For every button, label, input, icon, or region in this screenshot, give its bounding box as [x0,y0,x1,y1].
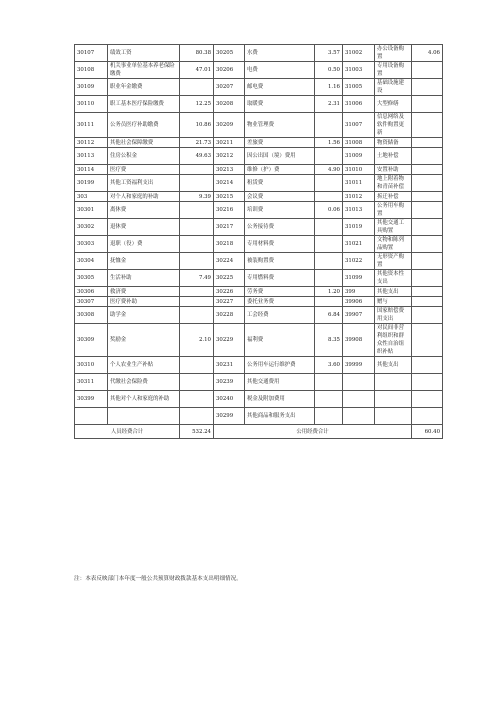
cell-name-3: 信息网络及软件购置更新 [375,113,412,138]
cell-code-3: 31013 [343,202,375,219]
cell-code-1: 30304 [75,253,108,270]
cell-name-2: 培训费 [245,202,315,219]
cell-value-1 [180,219,214,236]
table-row [75,287,443,297]
table-row [75,138,443,148]
cell-name-2: 工会经费 [245,307,315,324]
table-row [75,113,443,138]
cell-name-2: 电费 [245,62,315,79]
public-total-value: 60.40 [412,425,443,439]
cell-name-1: 住房公积金 [108,148,180,165]
cell-code-1: 30114 [75,165,108,175]
cell-name-3: 其他交通工具购置 [375,219,412,236]
table-row [75,175,443,192]
cell-code-2: 30214 [214,175,245,192]
cell-name-1: 公务员医疗补助缴费 [108,113,180,138]
cell-value-3 [412,374,443,391]
cell-value-1 [180,165,214,175]
table-row [75,165,443,175]
cell-code-2: 30207 [214,79,245,96]
cell-value-3 [412,297,443,307]
cell-value-3 [412,324,443,357]
cell-code-2: 30209 [214,113,245,138]
table-row [75,96,443,113]
cell-code-3: 31021 [343,236,375,253]
cell-name-1: 救济费 [108,287,180,297]
cell-code-3 [343,408,375,425]
cell-name-1: 医疗费补助 [108,297,180,307]
personnel-total-value: 532.24 [180,425,214,439]
cell-value-2 [315,374,343,391]
cell-code-3: 39908 [343,324,375,357]
cell-value-2 [315,408,343,425]
cell-code-2: 30299 [214,408,245,425]
cell-name-1: 职业年金缴费 [108,79,180,96]
cell-code-3: 31012 [343,192,375,202]
cell-name-1: 生活补助 [108,270,180,287]
cell-name-2: 其他商品和服务支出 [245,408,315,425]
cell-value-3 [412,165,443,175]
cell-code-3: 31008 [343,138,375,148]
cell-value-2 [315,297,343,307]
cell-name-1: 其他社会保障缴费 [108,138,180,148]
cell-name-2: 被装购置费 [245,253,315,270]
cell-name-1: 其他对个人和家庭的补助 [108,391,180,408]
cell-name-2: 其他交通费用 [245,374,315,391]
cell-value-2: 3.57 [315,45,343,62]
cell-code-1: 30302 [75,219,108,236]
cell-value-2: 1.16 [315,79,343,96]
cell-name-1: 职工基本医疗保险缴费 [108,96,180,113]
cell-name-3: 办公设备购置 [375,45,412,62]
cell-code-1: 30310 [75,357,108,374]
cell-code-1: 30301 [75,202,108,219]
cell-value-1 [180,307,214,324]
cell-value-3 [412,138,443,148]
cell-value-1: 10.86 [180,113,214,138]
table-row [75,148,443,165]
cell-value-2: 0.50 [315,62,343,79]
cell-code-3: 31022 [343,253,375,270]
cell-value-1 [180,374,214,391]
cell-name-3: 土地补偿 [375,148,412,165]
cell-value-2: 1.56 [315,138,343,148]
cell-code-1: 30303 [75,236,108,253]
cell-name-3 [375,374,412,391]
cell-value-3 [412,192,443,202]
cell-value-1 [180,357,214,374]
cell-name-1: 医疗费 [108,165,180,175]
cell-name-3: 公务用车购置 [375,202,412,219]
table-row [75,374,443,391]
cell-value-2 [315,175,343,192]
cell-name-3: 大型修缮 [375,96,412,113]
cell-value-1: 12.25 [180,96,214,113]
cell-value-2 [315,391,343,408]
cell-name-3: 其他支出 [375,357,412,374]
table-row [75,202,443,219]
cell-code-2: 30205 [214,45,245,62]
cell-name-1: 助学金 [108,307,180,324]
cell-value-3 [412,391,443,408]
cell-code-1: 30107 [75,45,108,62]
cell-value-1 [180,408,214,425]
cell-value-2: 2.31 [315,96,343,113]
cell-value-2: 3.60 [315,357,343,374]
cell-code-1: 30113 [75,148,108,165]
cell-value-1: 47.01 [180,62,214,79]
cell-code-3: 31019 [343,219,375,236]
cell-code-2: 30225 [214,270,245,287]
cell-code-2: 30231 [214,357,245,374]
cell-code-2: 30212 [214,148,245,165]
cell-code-2: 30211 [214,138,245,148]
cell-value-1 [180,253,214,270]
cell-code-3 [343,391,375,408]
cell-name-2: 邮电费 [245,79,315,96]
cell-name-2: 租赁费 [245,175,315,192]
cell-code-1: 30110 [75,96,108,113]
cell-value-1 [180,202,214,219]
cell-name-2: 劳务费 [245,287,315,297]
table-row [75,357,443,374]
cell-code-3: 31007 [343,113,375,138]
cell-name-1: 机关事业单位基本养老保险缴费 [108,62,180,79]
cell-name-3: 其他支出 [375,287,412,297]
cell-code-3: 39907 [343,307,375,324]
cell-code-1: 30108 [75,62,108,79]
cell-value-1: 9.39 [180,192,214,202]
cell-name-1: 离休费 [108,202,180,219]
cell-value-1: 80.38 [180,45,214,62]
cell-name-3: 基础设施建设 [375,79,412,96]
cell-name-3: 赠与 [375,297,412,307]
cell-value-2 [315,253,343,270]
cell-name-2: 税金及附加费用 [245,391,315,408]
cell-code-2: 30215 [214,192,245,202]
cell-name-2: 因公出国（境）费用 [245,148,315,165]
cell-code-3: 39906 [343,297,375,307]
cell-value-3 [412,175,443,192]
cell-name-1: 其他工资福利支出 [108,175,180,192]
cell-name-2: 公务接待费 [245,219,315,236]
table-row [75,307,443,324]
cell-value-1 [180,287,214,297]
cell-name-3: 地上附着物和青苗补偿 [375,175,412,192]
cell-code-2: 30239 [214,374,245,391]
table-note: 注：本表反映部门本年度一般公共预算财政拨款基本支出明细情况。 [74,576,242,582]
cell-value-1 [180,297,214,307]
cell-code-2: 30217 [214,219,245,236]
cell-code-1: 30399 [75,391,108,408]
cell-value-3: 4.06 [412,45,443,62]
cell-code-1: 303 [75,192,108,202]
cell-code-2: 30240 [214,391,245,408]
table-row [75,236,443,253]
cell-value-2: 0.06 [315,202,343,219]
cell-value-1 [180,391,214,408]
cell-name-2: 福利费 [245,324,315,357]
cell-code-3: 31005 [343,79,375,96]
cell-value-3 [412,62,443,79]
table-row [75,62,443,79]
cell-name-3 [375,408,412,425]
cell-name-2: 专用燃料费 [245,270,315,287]
cell-code-3: 31010 [343,165,375,175]
cell-value-1 [180,175,214,192]
cell-name-3: 文物和陈列品购置 [375,236,412,253]
table-row [75,391,443,408]
cell-value-3 [412,236,443,253]
cell-value-3 [412,148,443,165]
cell-code-2: 30227 [214,297,245,307]
cell-name-1: 抚恤金 [108,253,180,270]
cell-name-1: 对个人和家庭的补助 [108,192,180,202]
cell-name-2: 取暖费 [245,96,315,113]
cell-code-1: 30309 [75,324,108,357]
cell-name-1: 退职（役）费 [108,236,180,253]
cell-code-3: 31002 [343,45,375,62]
cell-code-3: 31003 [343,62,375,79]
cell-name-3: 对民间非营利组织和群众性自治组织补贴 [375,324,412,357]
cell-value-2 [315,192,343,202]
cell-code-3 [343,374,375,391]
cell-value-2: 4.90 [315,165,343,175]
cell-value-2 [315,270,343,287]
cell-code-3: 31011 [343,175,375,192]
table-row [75,408,443,425]
totals-row [75,425,443,439]
cell-name-2: 差旅费 [245,138,315,148]
table-row [75,79,443,96]
cell-value-3 [412,96,443,113]
cell-value-2 [315,113,343,138]
cell-name-3: 其他资本性支出 [375,270,412,287]
cell-code-2: 30228 [214,307,245,324]
cell-name-1: 奖励金 [108,324,180,357]
cell-name-3: 无形资产购置 [375,253,412,270]
public-total-label: 公用经费合计 [214,425,412,439]
cell-code-1: 30305 [75,270,108,287]
cell-value-3 [412,202,443,219]
cell-value-1 [180,79,214,96]
cell-code-2: 30213 [214,165,245,175]
cell-code-2: 30229 [214,324,245,357]
cell-code-2: 30208 [214,96,245,113]
cell-name-3 [375,391,412,408]
cell-code-2: 30218 [214,236,245,253]
cell-name-3: 安置补助 [375,165,412,175]
table-row [75,253,443,270]
cell-name-1: 退休费 [108,219,180,236]
cell-name-1 [108,408,180,425]
cell-name-1: 代缴社会保险费 [108,374,180,391]
cell-name-1: 个人农业生产补贴 [108,357,180,374]
table-row [75,45,443,62]
cell-value-3 [412,307,443,324]
table-row [75,297,443,307]
cell-value-2 [315,219,343,236]
cell-code-1: 30109 [75,79,108,96]
cell-code-1: 30311 [75,374,108,391]
cell-code-3: 31099 [343,270,375,287]
cell-code-1: 30308 [75,307,108,324]
cell-value-1: 21.73 [180,138,214,148]
cell-name-2: 维修（护）费 [245,165,315,175]
cell-name-2: 公务用车运行维护费 [245,357,315,374]
cell-value-2: 6.84 [315,307,343,324]
cell-code-1: 30307 [75,297,108,307]
cell-name-2: 物业管理费 [245,113,315,138]
cell-value-1: 49.63 [180,148,214,165]
cell-code-3: 39999 [343,357,375,374]
table-row [75,270,443,287]
cell-code-2: 30224 [214,253,245,270]
cell-value-3 [412,408,443,425]
table-row [75,219,443,236]
cell-code-2: 30216 [214,202,245,219]
cell-value-1 [180,236,214,253]
cell-value-2 [315,236,343,253]
expenditure-detail-table [74,44,442,439]
cell-code-3: 31009 [343,148,375,165]
cell-code-3: 399 [343,287,375,297]
table-body [75,45,443,425]
cell-name-2: 水费 [245,45,315,62]
cell-value-3 [412,113,443,138]
cell-name-3: 拆迁补偿 [375,192,412,202]
cell-code-2: 30206 [214,62,245,79]
cell-value-3 [412,253,443,270]
cell-value-3 [412,79,443,96]
cell-code-1: 30112 [75,138,108,148]
cell-value-3 [412,357,443,374]
table-row [75,324,443,357]
cell-name-3: 国家赔偿费用支出 [375,307,412,324]
cell-name-2: 会议费 [245,192,315,202]
cell-code-1: 30199 [75,175,108,192]
cell-code-2: 30226 [214,287,245,297]
cell-value-3 [412,287,443,297]
cell-value-2: 1.20 [315,287,343,297]
cell-value-2 [315,148,343,165]
cell-name-1: 绩效工资 [108,45,180,62]
table-row [75,192,443,202]
cell-code-1: 30111 [75,113,108,138]
cell-code-1 [75,408,108,425]
cell-name-2: 专用材料费 [245,236,315,253]
cell-name-3: 物资储备 [375,138,412,148]
cell-value-2: 8.35 [315,324,343,357]
cell-value-1: 2.10 [180,324,214,357]
cell-value-1: 7.49 [180,270,214,287]
cell-code-3: 31006 [343,96,375,113]
cell-value-3 [412,270,443,287]
cell-value-3 [412,219,443,236]
cell-name-3: 专用设备购置 [375,62,412,79]
cell-name-2: 委托业务费 [245,297,315,307]
cell-code-1: 30306 [75,287,108,297]
personnel-total-label: 人员经费合计 [75,425,180,439]
